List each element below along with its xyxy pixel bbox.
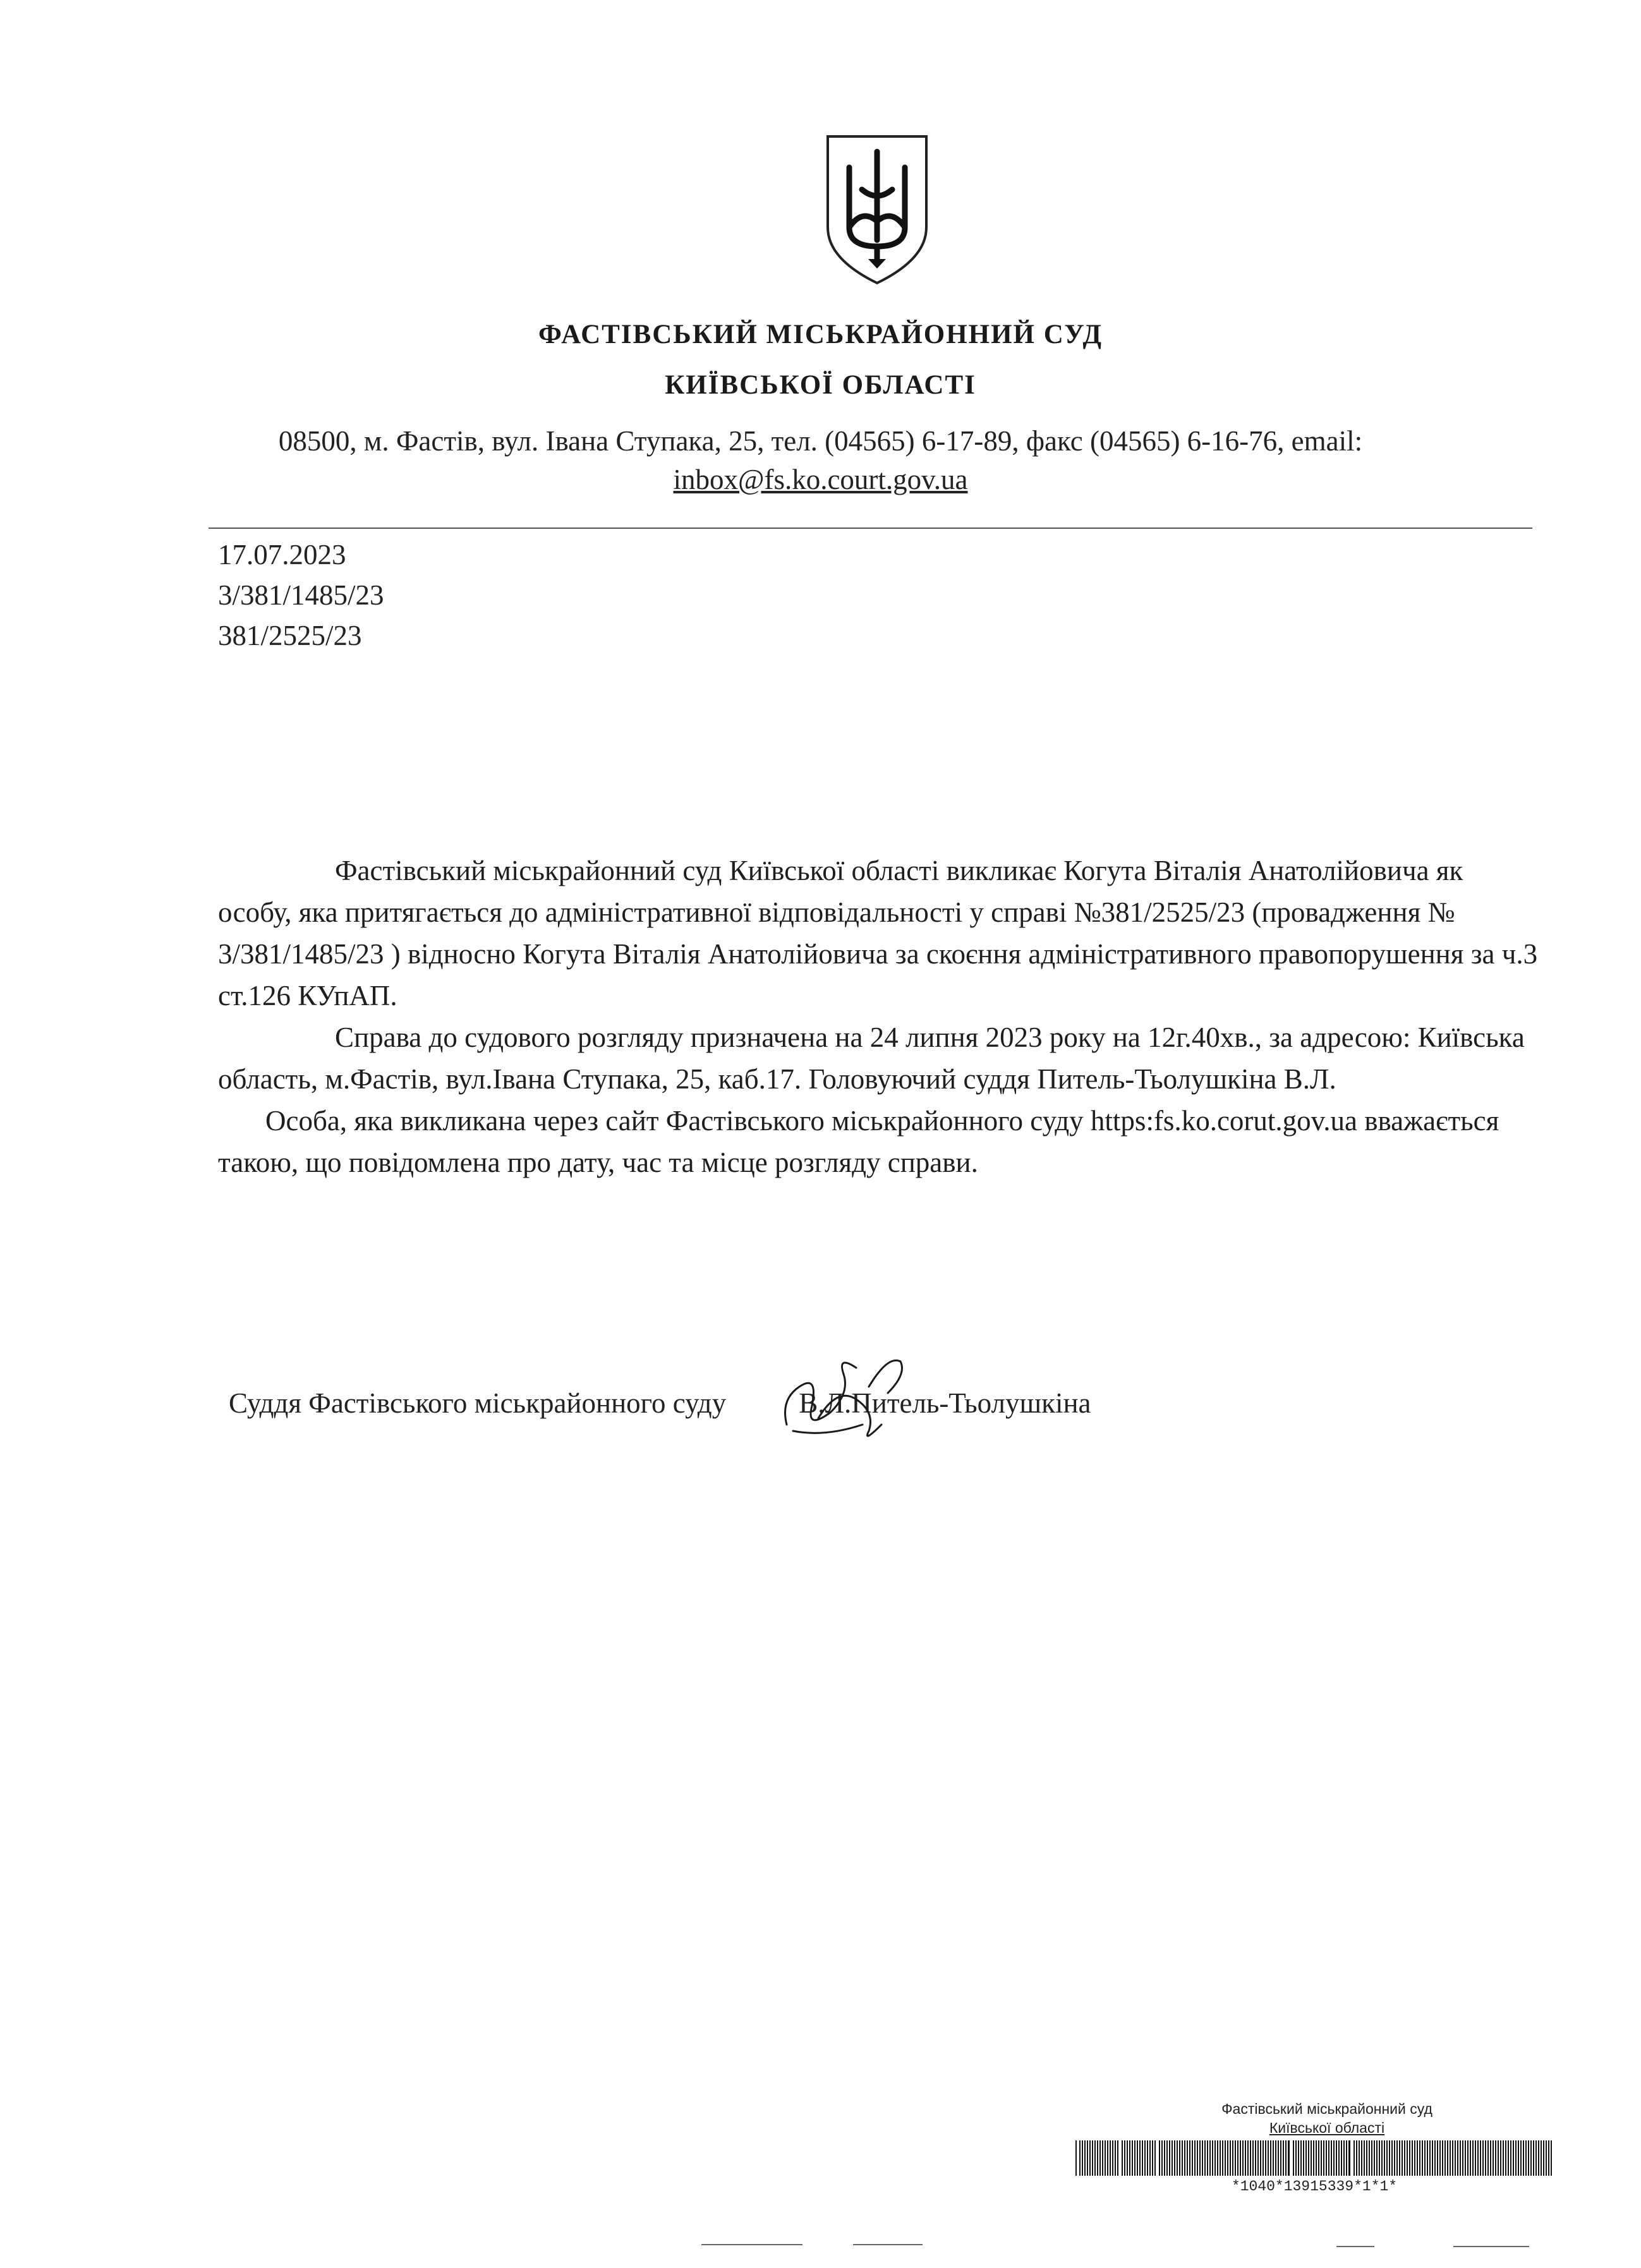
barcode-bar bbox=[1260, 2140, 1261, 2176]
scan-mark bbox=[853, 2244, 923, 2245]
barcode-bar bbox=[1470, 2140, 1471, 2176]
barcode-bar bbox=[1079, 2140, 1081, 2176]
barcode-bar bbox=[1374, 2140, 1375, 2176]
barcode-bar bbox=[1139, 2140, 1141, 2176]
barcode-bar bbox=[1280, 2140, 1281, 2176]
barcode-bar bbox=[1220, 2140, 1221, 2176]
barcode-bar bbox=[1278, 2140, 1279, 2176]
barcode-bar bbox=[1164, 2140, 1165, 2176]
barcode-bar bbox=[1097, 2140, 1098, 2176]
barcode-bar bbox=[1455, 2140, 1456, 2176]
barcode-bar bbox=[1184, 2140, 1185, 2176]
barcode-bar bbox=[1092, 2140, 1093, 2176]
barcode-bar bbox=[1389, 2140, 1390, 2176]
barcode-bar bbox=[1414, 2140, 1415, 2176]
barcode-bar bbox=[1132, 2140, 1133, 2176]
barcode-bar bbox=[1202, 2140, 1203, 2176]
barcode-bar bbox=[1434, 2140, 1436, 2176]
barcode-bar bbox=[1298, 2140, 1299, 2176]
barcode-bar bbox=[1353, 2140, 1355, 2176]
barcode-bar bbox=[1099, 2140, 1101, 2176]
barcode-bar bbox=[1149, 2140, 1151, 2176]
handwritten-signature bbox=[774, 1349, 919, 1444]
barcode-bar bbox=[1429, 2140, 1431, 2176]
barcode-bar bbox=[1204, 2140, 1206, 2176]
barcode-bar bbox=[1283, 2140, 1284, 2176]
barcode-bar bbox=[1528, 2140, 1529, 2176]
barcode-bar bbox=[1240, 2140, 1241, 2176]
barcode-bar bbox=[1510, 2140, 1511, 2176]
barcode-bar bbox=[1209, 2140, 1211, 2176]
barcode-bar bbox=[1419, 2140, 1420, 2176]
barcode-bar bbox=[1379, 2140, 1380, 2176]
barcode-bar bbox=[1318, 2140, 1319, 2176]
barcode-bar bbox=[1422, 2140, 1423, 2176]
barcode-bar bbox=[1424, 2140, 1426, 2176]
barcode-bar bbox=[1214, 2140, 1216, 2176]
barcode-bar bbox=[1407, 2140, 1408, 2176]
barcode-bar bbox=[1515, 2140, 1517, 2176]
barcode-bar bbox=[1366, 2140, 1367, 2176]
barcode-bar bbox=[1265, 2140, 1266, 2176]
barcode-bar bbox=[1457, 2140, 1458, 2176]
barcode-bar bbox=[1252, 2140, 1254, 2176]
barcode-bar bbox=[1247, 2140, 1249, 2176]
barcode-bar bbox=[1381, 2140, 1383, 2176]
barcode-bar bbox=[1295, 2140, 1297, 2176]
barcode-bar bbox=[1144, 2140, 1146, 2176]
barcode-bar bbox=[1490, 2140, 1491, 2176]
barcode-bar bbox=[1207, 2140, 1208, 2176]
court-address: 08500, м. Фастів, вул. Івана Ступака, 25, тел. (04565) 6-17-89, факс (04565) 6-16-76, email: bbox=[278, 425, 1363, 457]
barcode-bar bbox=[1480, 2140, 1481, 2176]
barcode bbox=[1074, 2140, 1554, 2176]
summons-paragraph: Фастівський міськрайонний суд Київської області викликає Когута Віталія Анатолійовича як особу, яка притягається до адміністративної відповідальності у справі №381/2525/23 (провадження № 3/381/1485/23 ) відносно Когута Віталія Анатолійовича за скоєння адміністративного правопорушення за ч.3 ст.126 КУпАП. bbox=[218, 855, 1538, 1011]
barcode-bar bbox=[1189, 2140, 1190, 2176]
barcode-bar bbox=[1376, 2140, 1378, 2176]
court-email-link[interactable]: inbox@fs.ko.court.gov.ua bbox=[673, 464, 968, 495]
notice-paragraph: Особа, яка викликана через сайт Фастівського міськрайонного суду https:fs.ko.corut.gov.ua вважається такою, що повідомлена про дату, час та місце розгляду справи. bbox=[218, 1105, 1499, 1178]
barcode-bar bbox=[1533, 2140, 1534, 2176]
barcode-bar bbox=[1467, 2140, 1468, 2176]
barcode-bar bbox=[1169, 2140, 1170, 2176]
barcode-bar bbox=[1084, 2140, 1086, 2176]
barcode-bar bbox=[1462, 2140, 1463, 2176]
barcode-bar bbox=[1477, 2140, 1479, 2176]
barcode-bar bbox=[1472, 2140, 1474, 2176]
barcode-bar bbox=[1523, 2140, 1524, 2176]
barcode-bar bbox=[1124, 2140, 1125, 2176]
barcode-bar bbox=[1245, 2140, 1246, 2176]
barcode-bar bbox=[1285, 2140, 1287, 2176]
barcode-bar bbox=[1341, 2140, 1342, 2176]
scan-mark bbox=[1336, 2246, 1374, 2247]
barcode-bar bbox=[1323, 2140, 1324, 2176]
barcode-bar bbox=[1460, 2140, 1461, 2176]
barcode-bar bbox=[1112, 2140, 1113, 2176]
barcode-bar bbox=[1102, 2140, 1103, 2176]
barcode-bar bbox=[1450, 2140, 1451, 2176]
signature-label: Суддя Фастівського міськрайонного суду bbox=[229, 1387, 727, 1419]
barcode-bar bbox=[1348, 2140, 1350, 2176]
barcode-bar bbox=[1356, 2140, 1357, 2176]
barcode-bar bbox=[1094, 2140, 1096, 2176]
barcode-bar bbox=[1475, 2140, 1476, 2176]
barcode-bar bbox=[1447, 2140, 1448, 2176]
barcode-bar bbox=[1268, 2140, 1269, 2176]
barcode-bar bbox=[1089, 2140, 1091, 2176]
barcode-bar bbox=[1346, 2140, 1347, 2176]
barcode-bar bbox=[1087, 2140, 1088, 2176]
barcode-bar bbox=[1432, 2140, 1433, 2176]
court-title-line2: КИЇВСЬКОЇ ОБЛАСТІ bbox=[665, 370, 976, 400]
barcode-bar bbox=[1316, 2140, 1317, 2176]
barcode-bar bbox=[1237, 2140, 1238, 2176]
barcode-bar bbox=[1364, 2140, 1365, 2176]
barcode-bar bbox=[1409, 2140, 1410, 2176]
barcode-bar bbox=[1197, 2140, 1198, 2176]
barcode-bar bbox=[1541, 2140, 1542, 2176]
barcode-bar bbox=[1551, 2140, 1552, 2176]
court-title-line1: ФАСТІВСЬКИЙ МІСЬКРАЙОННИЙ СУД bbox=[538, 320, 1103, 349]
barcode-bar bbox=[1275, 2140, 1276, 2176]
barcode-bar bbox=[1498, 2140, 1499, 2176]
barcode-bar bbox=[1082, 2140, 1083, 2176]
barcode-bar bbox=[1127, 2140, 1128, 2176]
barcode-bar bbox=[1147, 2140, 1148, 2176]
barcode-bar bbox=[1257, 2140, 1259, 2176]
barcode-bar bbox=[1384, 2140, 1385, 2176]
barcode-bar bbox=[1520, 2140, 1522, 2176]
barcode-bar bbox=[1402, 2140, 1403, 2176]
signature-line bbox=[229, 1387, 1091, 1420]
barcode-bar bbox=[1404, 2140, 1405, 2176]
barcode-bar bbox=[1288, 2140, 1290, 2176]
barcode-bar bbox=[1495, 2140, 1496, 2176]
barcode-bar bbox=[1172, 2140, 1173, 2176]
barcode-bar bbox=[1333, 2140, 1335, 2176]
barcode-bar bbox=[1161, 2140, 1163, 2176]
barcode-bar bbox=[1444, 2140, 1446, 2176]
barcode-bar bbox=[1452, 2140, 1453, 2176]
barcode-bar bbox=[1199, 2140, 1201, 2176]
hearing-paragraph: Справа до судового розгляду призначена на 24 липня 2023 року на 12г.40хв., за адресою: Київська область, м.Фастів, вул.Івана Ступака, 25, каб.17. Головуючий суддя Питель-Тьолушкіна В.Л. bbox=[218, 1022, 1525, 1095]
barcode-bar bbox=[1134, 2140, 1135, 2176]
barcode-bar bbox=[1242, 2140, 1244, 2176]
barcode-bar bbox=[1192, 2140, 1193, 2176]
barcode-bar bbox=[1394, 2140, 1395, 2176]
summons-body bbox=[218, 850, 1539, 1183]
scan-mark bbox=[1453, 2246, 1529, 2247]
barcode-bar bbox=[1412, 2140, 1413, 2176]
barcode-bar bbox=[1152, 2140, 1153, 2176]
barcode-bar bbox=[1293, 2140, 1294, 2176]
barcode-bar bbox=[1328, 2140, 1329, 2176]
barcode-bar bbox=[1166, 2140, 1168, 2176]
barcode-bar bbox=[1222, 2140, 1223, 2176]
barcode-bar bbox=[1122, 2140, 1123, 2176]
barcode-bar bbox=[1399, 2140, 1400, 2176]
stamp-court-name: Фастівський міськрайонний суд bbox=[1221, 2101, 1432, 2117]
header-divider bbox=[209, 528, 1532, 529]
barcode-bar bbox=[1308, 2140, 1309, 2176]
barcode-bar bbox=[1513, 2140, 1514, 2176]
barcode-bar bbox=[1142, 2140, 1143, 2176]
barcode-bar bbox=[1179, 2140, 1180, 2176]
barcode-bar bbox=[1159, 2140, 1160, 2176]
barcode-bar bbox=[1396, 2140, 1398, 2176]
barcode-bar bbox=[1182, 2140, 1183, 2176]
barcode-bar bbox=[1500, 2140, 1501, 2176]
barcode-bar bbox=[1174, 2140, 1175, 2176]
barcode-bar bbox=[1230, 2140, 1231, 2176]
barcode-bar bbox=[1326, 2140, 1327, 2176]
barcode-bar bbox=[1338, 2140, 1340, 2176]
barcode-bar bbox=[1232, 2140, 1233, 2176]
barcode-bar bbox=[1117, 2140, 1118, 2176]
barcode-bar bbox=[1331, 2140, 1332, 2176]
barcode-bar bbox=[1311, 2140, 1312, 2176]
barcode-bar bbox=[1493, 2140, 1494, 2176]
barcode-bar bbox=[1543, 2140, 1544, 2176]
barcode-bar bbox=[1427, 2140, 1428, 2176]
barcode-bar bbox=[1105, 2140, 1106, 2176]
barcode-bar bbox=[1212, 2140, 1213, 2176]
barcode-bar bbox=[1250, 2140, 1251, 2176]
barcode-bar bbox=[1343, 2140, 1345, 2176]
barcode-bar bbox=[1305, 2140, 1307, 2176]
proceeding-number: 3/381/1485/23 bbox=[218, 579, 384, 611]
case-number: 381/2525/23 bbox=[218, 620, 362, 651]
barcode-bar bbox=[1386, 2140, 1388, 2176]
barcode-bar bbox=[1417, 2140, 1418, 2176]
barcode-bar bbox=[1187, 2140, 1188, 2176]
barcode-bar bbox=[1273, 2140, 1274, 2176]
barcode-bar bbox=[1525, 2140, 1527, 2176]
barcode-bar bbox=[1391, 2140, 1393, 2176]
barcode-bar bbox=[1546, 2140, 1547, 2176]
ukraine-trident-coat-of-arms-icon bbox=[824, 133, 930, 287]
barcode-bar bbox=[1548, 2140, 1549, 2176]
barcode-bar bbox=[1154, 2140, 1156, 2176]
barcode-bar bbox=[1361, 2140, 1362, 2176]
scan-mark bbox=[701, 2244, 802, 2245]
barcode-bar bbox=[1487, 2140, 1489, 2176]
barcode-bar bbox=[1217, 2140, 1218, 2176]
barcode-bar bbox=[1227, 2140, 1228, 2176]
barcode-bar bbox=[1503, 2140, 1504, 2176]
barcode-bar bbox=[1359, 2140, 1360, 2176]
barcode-bar bbox=[1538, 2140, 1539, 2176]
barcode-bar bbox=[1505, 2140, 1506, 2176]
judge-name: В.Л.Питель-Тьолушкіна bbox=[799, 1387, 1091, 1419]
stamp-region: Київської області bbox=[1269, 2120, 1385, 2136]
barcode-bar bbox=[1107, 2140, 1108, 2176]
barcode-bar bbox=[1129, 2140, 1130, 2176]
barcode-bar bbox=[1137, 2140, 1138, 2176]
barcode-bar bbox=[1535, 2140, 1537, 2176]
barcode-bar bbox=[1115, 2140, 1116, 2176]
document-date: 17.07.2023 bbox=[218, 539, 346, 570]
barcode-bar bbox=[1110, 2140, 1111, 2176]
barcode-bar bbox=[1442, 2140, 1443, 2176]
barcode-bar bbox=[1371, 2140, 1372, 2176]
barcode-bar bbox=[1485, 2140, 1486, 2176]
barcode-bar bbox=[1313, 2140, 1314, 2176]
barcode-bar bbox=[1300, 2140, 1302, 2176]
barcode-bar bbox=[1255, 2140, 1256, 2176]
barcode-bar bbox=[1177, 2140, 1178, 2176]
barcode-bar bbox=[1225, 2140, 1226, 2176]
barcode-bar bbox=[1482, 2140, 1484, 2176]
barcode-bar bbox=[1194, 2140, 1196, 2176]
barcode-bar bbox=[1235, 2140, 1236, 2176]
barcode-bar bbox=[1369, 2140, 1370, 2176]
barcode-bar bbox=[1303, 2140, 1304, 2176]
barcode-bar bbox=[1075, 2140, 1077, 2176]
barcode-bar bbox=[1465, 2140, 1466, 2176]
barcode-bar bbox=[1530, 2140, 1532, 2176]
barcode-bar bbox=[1518, 2140, 1519, 2176]
barcode-bar bbox=[1508, 2140, 1509, 2176]
barcode-bar bbox=[1439, 2140, 1441, 2176]
barcode-bar bbox=[1263, 2140, 1264, 2176]
barcode-bar bbox=[1437, 2140, 1438, 2176]
barcode-number: *1040*13915339*1*1* bbox=[1231, 2178, 1398, 2195]
barcode-bar bbox=[1321, 2140, 1322, 2176]
barcode-bar bbox=[1336, 2140, 1337, 2176]
barcode-bar bbox=[1270, 2140, 1271, 2176]
